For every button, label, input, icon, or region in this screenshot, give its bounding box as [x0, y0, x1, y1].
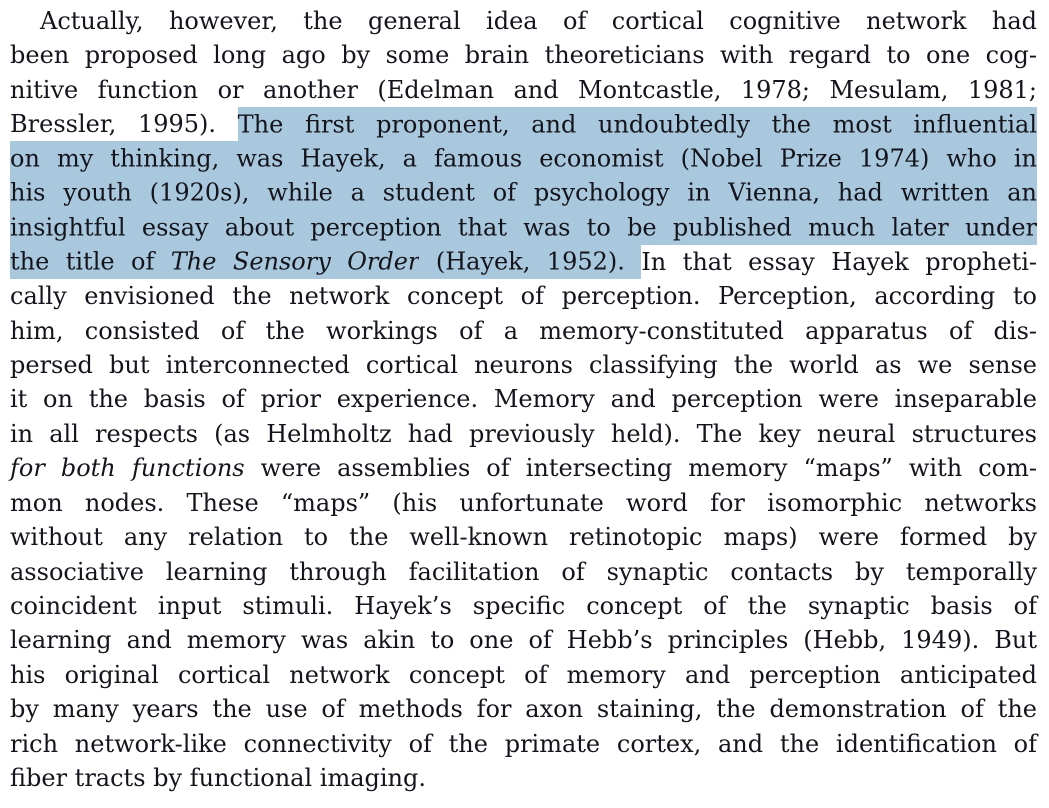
body-text: by many years the use of methods for axon staining, the demonstration of the: [10, 695, 1037, 724]
body-text: were assemblies of intersecting memory “maps” with com-: [244, 454, 1037, 483]
text-line: [10, 279, 1037, 313]
text-line: [10, 38, 1037, 72]
body-text: In that essay Hayek propheti-: [641, 247, 1038, 276]
paragraph: [10, 4, 1037, 795]
text-line: [10, 692, 1037, 726]
body-text: Actually, however, the general idea of cortical cognitive network had: [40, 7, 1037, 35]
text-line: [10, 245, 1037, 279]
body-text: nitive function or another (Edelman and Montcastle, 1978; Mesulam, 1981;: [10, 75, 1037, 104]
text-line: [10, 176, 1037, 210]
text-line: [10, 417, 1037, 451]
highlighted-text: (Hayek, 1952).: [419, 244, 641, 279]
text-line: [10, 555, 1037, 589]
text-line: [10, 382, 1037, 416]
text-line: [10, 348, 1037, 382]
body-text: in all respects (as Helmholtz had previously held). The key neural structures: [10, 419, 1037, 448]
text-line: [10, 142, 1037, 176]
text-line: [10, 623, 1037, 657]
highlighted-text: the title of: [10, 244, 171, 279]
body-text: learning and memory was akin to one of Hebb’s principles (Hebb, 1949). But: [10, 626, 1037, 655]
text-line: [10, 4, 1037, 38]
body-text: mon nodes. These “maps” (his unfortunate word for isomorphic networks: [10, 488, 1037, 517]
text-line: [10, 73, 1037, 107]
body-text: without any relation to the well-known retinotopic maps) were formed by: [10, 523, 1037, 552]
text-line: [10, 107, 1037, 141]
text-line: [10, 658, 1037, 692]
text-line: [10, 520, 1037, 554]
highlighted-text: his youth (1920s), while a student of psychology in Vienna, had written an: [10, 175, 1037, 210]
body-text: for both functions: [10, 454, 245, 483]
body-text: Bressler, 1995).: [10, 110, 238, 139]
body-text: fiber tracts by functional imaging.: [10, 763, 426, 792]
text-line: [10, 727, 1037, 761]
highlighted-text: on my thinking, was Hayek, a famous economist (Nobel Prize 1974) who in: [10, 141, 1037, 176]
body-text: it on the basis of prior experience. Memory and perception were inseparable: [10, 385, 1037, 414]
text-line: [10, 589, 1037, 623]
body-text: his original cortical network concept of memory and perception anticipated: [10, 660, 1037, 689]
body-text: coincident input stimuli. Hayek’s specific concept of the synaptic basis of: [10, 591, 1037, 620]
body-text: him, consisted of the workings of a memory-constituted apparatus of dis-: [10, 316, 1037, 345]
highlighted-text: The first proponent, and undoubtedly the most influential: [238, 107, 1037, 142]
text-line: [10, 761, 1037, 795]
highlighted-text: The Sensory Order: [171, 244, 420, 279]
text-line: [10, 210, 1037, 244]
text-line: [10, 451, 1037, 485]
body-text: associative learning through facilitation of synaptic contacts by temporally: [10, 557, 1037, 586]
text-line: [10, 314, 1037, 348]
highlighted-text: insightful essay about perception that was to be published much later under: [10, 210, 1037, 245]
body-text: cally envisioned the network concept of perception. Perception, according to: [10, 282, 1037, 311]
body-text: persed but interconnected cortical neurons classifying the world as we sense: [10, 351, 1037, 380]
body-text: been proposed long ago by some brain theoreticians with regard to one cog-: [10, 41, 1037, 70]
text-line: [10, 486, 1037, 520]
body-text: rich network-like connectivity of the primate cortex, and the identification of: [10, 729, 1037, 758]
